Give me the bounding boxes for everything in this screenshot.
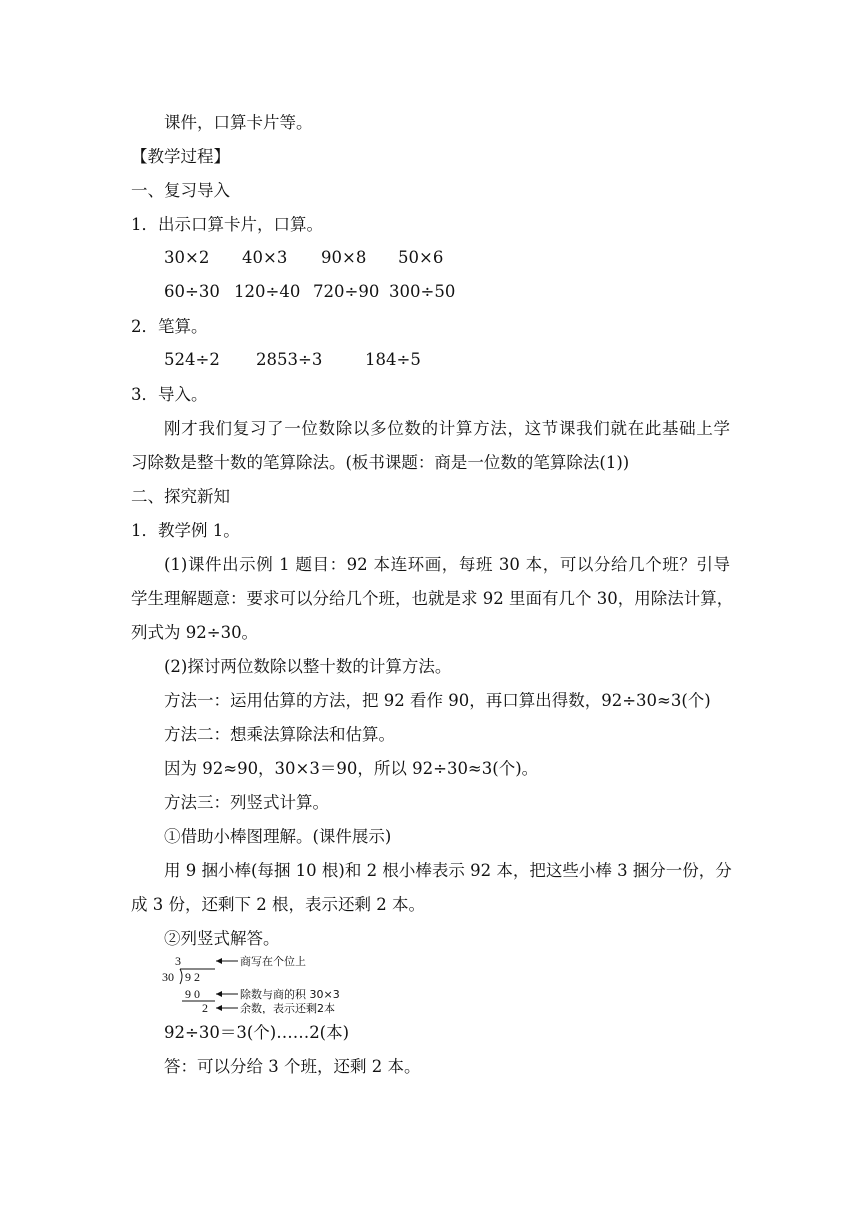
example-paragraph-line: (1)课件出示例 1 题目：92 本连环画，每班 30 本，可以分给几个班？引导 bbox=[164, 555, 730, 574]
note-quotient: 商写在个位上 bbox=[240, 955, 306, 968]
result-line: 92÷30＝3(个)……2(本) bbox=[164, 1023, 350, 1042]
arrow-icon bbox=[216, 958, 222, 964]
oral-expr: 720÷90 bbox=[313, 282, 380, 301]
method-three: 方法三：列竖式计算。 bbox=[164, 793, 329, 812]
arrow-icon bbox=[216, 991, 222, 997]
intro-paragraph-line: 习除数是整十数的笔算除法。(板书课题：商是一位数的笔算除法(1)) bbox=[131, 453, 630, 472]
oral-expr: 90×8 bbox=[321, 248, 367, 267]
oral-expr: 50×6 bbox=[398, 248, 444, 267]
note-product: 除数与商的积 30×3 bbox=[240, 988, 340, 1001]
oral-expr: 120÷40 bbox=[234, 282, 301, 301]
example-paragraph-line: 列式为 92÷30。 bbox=[131, 623, 259, 642]
product-digits: 9 0 bbox=[185, 987, 200, 1001]
oral-expr: 40×3 bbox=[242, 248, 288, 267]
written-expr: 524÷2 bbox=[164, 350, 220, 369]
dividend: 9 2 bbox=[185, 970, 200, 984]
written-expr: 184÷5 bbox=[365, 350, 421, 369]
long-division-diagram bbox=[160, 952, 380, 1014]
example-subitem: (2)探讨两位数除以整十数的计算方法。 bbox=[164, 657, 452, 676]
sticks-heading: ①借助小棒图理解。(课件展示) bbox=[164, 827, 392, 846]
arrow-icon bbox=[216, 1005, 222, 1011]
remainder-digit: 2 bbox=[202, 1001, 208, 1014]
item-intro: 3．导入。 bbox=[131, 385, 208, 404]
quotient-digit: 3 bbox=[175, 954, 181, 968]
materials-line: 课件，口算卡片等。 bbox=[164, 113, 313, 132]
written-expr: 2853÷3 bbox=[256, 350, 323, 369]
section-review-heading: 一、复习导入 bbox=[131, 181, 230, 200]
vertical-heading: ②列竖式解答。 bbox=[164, 929, 280, 948]
item-oral-calc: 1．出示口算卡片，口算。 bbox=[131, 215, 323, 234]
example-paragraph-line: 学生理解题意：要求可以分给几个班，也就是求 92 里面有几个 30，用除法计算， bbox=[131, 589, 734, 608]
method-two: 方法二：想乘法算除法和估算。 bbox=[164, 725, 395, 744]
section-explore-heading: 二、探究新知 bbox=[131, 487, 230, 506]
note-remainder: 余数，表示还剩2本 bbox=[240, 1002, 335, 1014]
oral-expr: 30×2 bbox=[164, 248, 210, 267]
item-written-calc: 2．笔算。 bbox=[131, 317, 208, 336]
answer-line: 答：可以分给 3 个班，还剩 2 本。 bbox=[164, 1057, 421, 1076]
because-line: 因为 92≈90，30×3＝90，所以 92÷30≈3(个)。 bbox=[164, 759, 539, 778]
sticks-paragraph-line: 成 3 份，还剩下 2 根，表示还剩 2 本。 bbox=[131, 895, 425, 914]
divisor: 30 bbox=[162, 970, 174, 984]
sticks-paragraph-line: 用 9 捆小棒(每捆 10 根)和 2 根小棒表示 92 本，把这些小棒 3 捆分一份，分 bbox=[164, 861, 732, 880]
division-bracket bbox=[180, 969, 182, 984]
oral-expr: 300÷50 bbox=[389, 282, 456, 301]
item-example: 1．教学例 1。 bbox=[131, 521, 240, 540]
process-heading: 【教学过程】 bbox=[131, 147, 230, 166]
oral-expr: 60÷30 bbox=[164, 282, 220, 301]
method-one: 方法一：运用估算的方法，把 92 看作 90，再口算出得数，92÷30≈3(个) bbox=[164, 691, 711, 710]
intro-paragraph-line: 刚才我们复习了一位数除以多位数的计算方法，这节课我们就在此基础上学 bbox=[164, 419, 730, 438]
